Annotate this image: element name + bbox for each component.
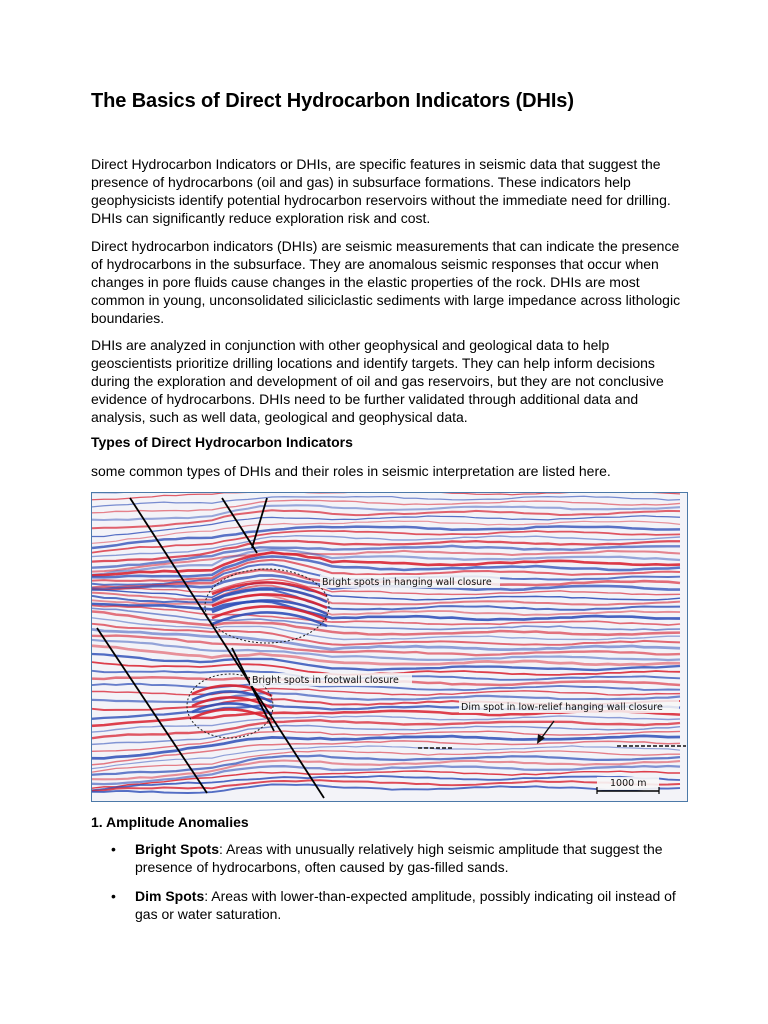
seismic-figure	[91, 492, 688, 802]
paragraph-intro: Direct Hydrocarbon Indicators or DHIs, are specific features in seismic data that suggest the presence of hydrocarbons (oil and gas) in subsurface formations. These indicators help geophysicists identify potential hydrocarbon reservoirs without the immediate need for drilling. DHIs can significantly reduce exploration risk and cost.	[91, 156, 671, 226]
bullet-glyph: •	[111, 841, 116, 857]
amplitude-anomaly-list	[91, 840, 681, 934]
list-item-bright-spots	[91, 840, 681, 876]
seismic-reflector-line	[92, 510, 680, 528]
bullet-text: : Areas with lower-than-expected amplitude, possibly indicating oil instead of gas or water saturation.	[135, 888, 676, 922]
seismic-reflector-line	[92, 500, 680, 513]
bullet-term: Bright Spots	[135, 841, 219, 857]
list-item-dim-spots	[91, 887, 681, 923]
section-heading: Types of Direct Hydrocarbon Indicators	[91, 434, 353, 450]
label-bright-hanging: Bright spots in hanging wall closure	[322, 577, 492, 588]
bullet-text: : Areas with unusually relatively high seismic amplitude that suggest the presence of hydrocarbons, often caused by gas-filled sands.	[135, 841, 663, 875]
seismic-section-image	[92, 493, 686, 800]
seismic-reflector-line	[92, 689, 680, 696]
bullet-term: Dim Spots	[135, 888, 205, 904]
subsection-heading: 1. Amplitude Anomalies	[91, 814, 249, 830]
document-title: The Basics of Direct Hydrocarbon Indicators (DHIs)	[91, 90, 574, 112]
bullet-glyph: •	[111, 888, 116, 904]
label-dim-spot: Dim spot in low-relief hanging wall closure	[461, 702, 663, 713]
paragraph-analysis: DHIs are analyzed in conjunction with other geophysical and geological data to help geoscientists prioritize drilling locations and identify targets. They can help inform decisions during the exploration and development of oil and gas reservoirs, but they are not conclusive evidence of hydrocarbons. DHIs need to be further validated through additional data and analysis, such as well data, geological and geophysical data.	[91, 337, 664, 425]
seismic-reflector-line	[92, 496, 680, 507]
section-intro: some common types of DHIs and their roles in seismic interpretation are listed here.	[91, 463, 611, 479]
seismic-reflector-line	[92, 654, 680, 670]
footwall-fault-line	[232, 648, 274, 731]
paragraph-definition: Direct hydrocarbon indicators (DHIs) are seismic measurements that can indicate the presence of hydrocarbons in the subsurface. They are anomalous seismic responses that occur when changes in pore fluids cause changes in the elastic properties of the rock. DHIs are most common in young, unconsolidated siliciclastic sediments with large impedance across lithologic boundaries.	[91, 238, 681, 326]
label-bright-footwall: Bright spots in footwall closure	[252, 675, 399, 686]
seismic-reflectors	[92, 493, 680, 793]
scale-label: 1000 m	[610, 778, 647, 789]
